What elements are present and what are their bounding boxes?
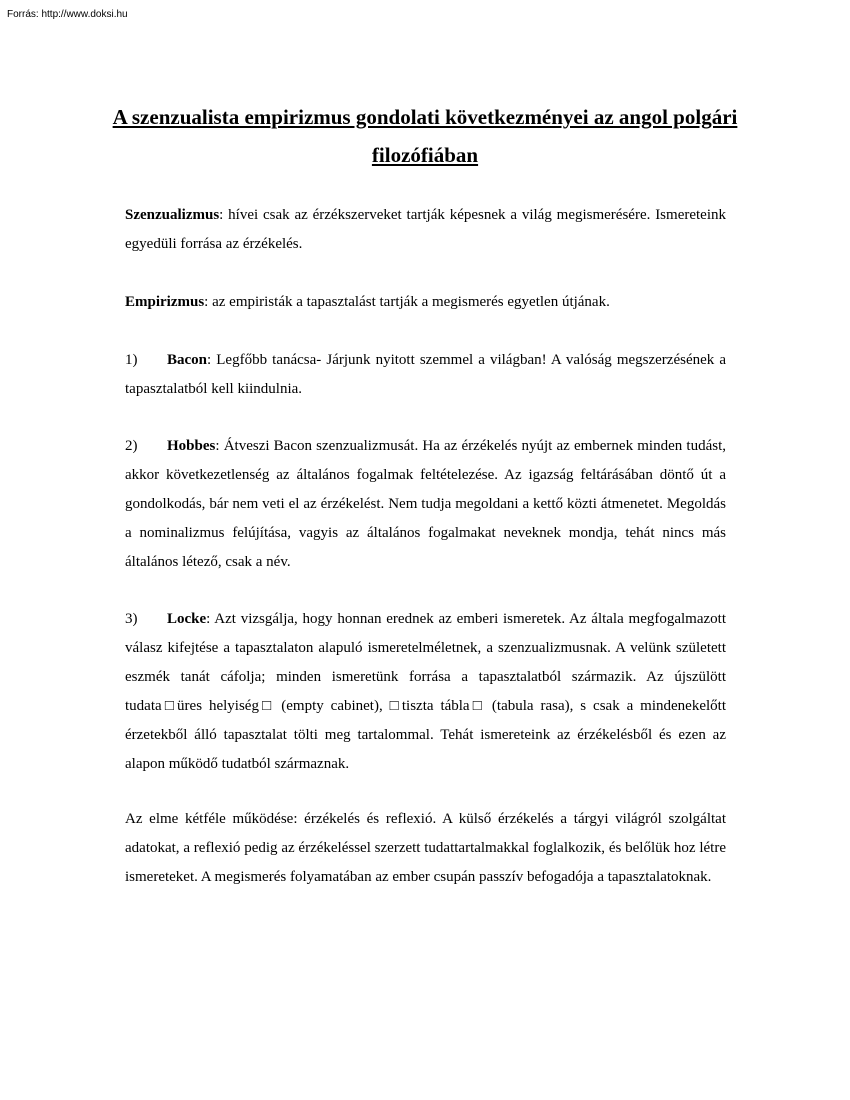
text-locke: : Azt vizsgálja, hogy honnan erednek az emberi ismeretek. Az általa megfogalmazott válasz kifejtése a tapasztalaton alapuló ismeretelméletnek, a szenzualizmusnak. A velünk született eszmék tanát cáfolja; minden ismeretünk forrása a tapasztalatból származik. Az újszülött tudata□üres helyiség□ (empty cabinet), □tiszta tábla□ (tabula rasa), s csak a mindenekelőtt érzetekből álló tapasztalat tölti meg tartalommal. Tehát ismereteink az érzékelésből és ezen az alapon működő tudatból származnak. bbox=[125, 611, 726, 772]
paragraph-hobbes bbox=[125, 432, 726, 577]
text-empirizmus: : az empiristák a tapasztalást tartják a megismerés egyetlen útjának. bbox=[204, 294, 610, 310]
source-note: Forrás: http://www.doksi.hu bbox=[7, 9, 128, 20]
text-hobbes: : Átveszi Bacon szenzualizmusát. Ha az érzékelés nyújt az embernek minden tudást, akkor következetlenség az általános fogalmak feltételezése. Az igazság feltárásában döntő út a gondolkodás, bár nem veti el az érzékelést. Nem tudja megoldani a kettő közti átmenetet. Megoldás a nominalizmus felújítása, vagyis az általános fogalmakat neveknek mondja, tehát nincs más általános létező, csak a név. bbox=[125, 438, 726, 570]
term-szenzualizmus: Szenzualizmus bbox=[125, 207, 220, 223]
number-hobbes: 2) bbox=[125, 438, 138, 454]
number-locke: 3) bbox=[125, 611, 138, 627]
paragraph-empirizmus bbox=[125, 288, 726, 317]
paragraph-szenzualizmus bbox=[125, 201, 726, 259]
text-szenzualizmus: : hívei csak az érzékszerveket tartják képesnek a világ megismerésére. Ismereteink egyedüli forrása az érzékelés. bbox=[125, 207, 726, 252]
page-title: A szenzualista empirizmus gondolati következményei az angol polgári filozófiában bbox=[112, 105, 738, 167]
text-bacon: : Legfőbb tanácsa- Járjunk nyitott szemmel a világban! A valóság megszerzésének a tapasztalatból kell kiindulnia. bbox=[125, 352, 726, 397]
number-bacon: 1) bbox=[125, 352, 138, 368]
paragraph-locke-2: Az elme kétféle működése: érzékelés és reflexió. A külső érzékelés a tárgyi világról szolgáltat adatokat, a reflexió pedig az érzékeléssel szerzett tudattartalmakkal foglalkozik, és belőlük hoz létre ismereteket. A megismerés folyamatában az ember csupán passzív befogadója a tapasztalatoknak. bbox=[125, 811, 726, 885]
name-bacon: Bacon bbox=[167, 352, 208, 368]
name-locke: Locke bbox=[167, 611, 207, 627]
name-hobbes: Hobbes bbox=[167, 438, 216, 454]
paragraph-bacon bbox=[125, 346, 726, 404]
term-empirizmus: Empirizmus bbox=[125, 294, 205, 310]
paragraph-locke bbox=[125, 605, 726, 779]
